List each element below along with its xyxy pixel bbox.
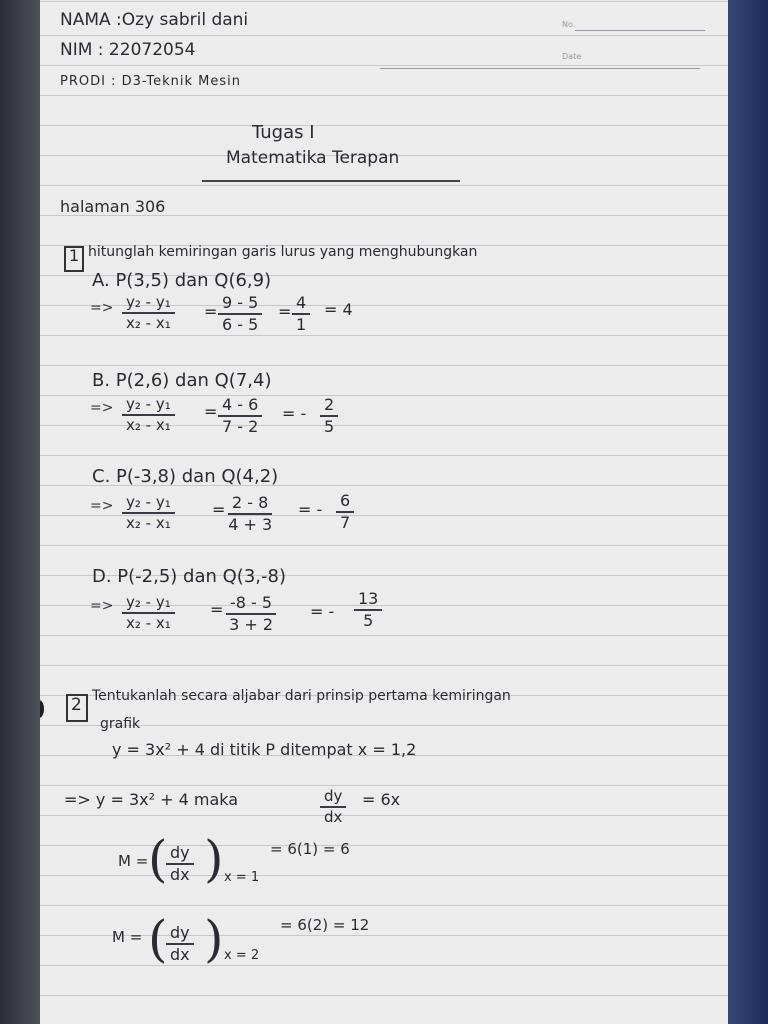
part-b-eq2: = - (282, 404, 307, 423)
q2-prompt-line3: y = 3x² + 4 di titik P ditempat x = 1,2 (112, 740, 417, 759)
part-a-arrow: => (90, 300, 114, 316)
m2-num: dy (166, 924, 194, 945)
part-a-fraction-3 (292, 294, 310, 333)
q2-prompt-line2: grafik (100, 716, 141, 732)
date-label: Date (562, 52, 582, 61)
part-d-eq1: = (210, 600, 224, 619)
student-nim: NIM : 22072054 (60, 40, 196, 60)
q2-step1-fraction (320, 788, 346, 825)
part-a-f2-num: 9 - 5 (218, 294, 262, 315)
part-d-fraction-3 (354, 590, 382, 629)
no-label: No. (562, 20, 576, 29)
part-b-f2-den: 7 - 2 (222, 416, 259, 436)
part-b-fraction-2 (218, 396, 262, 435)
part-a-f1-den: x₂ - x₁ (126, 313, 171, 332)
m2-right-paren: ) (204, 910, 224, 968)
part-c-eq2: = - (298, 500, 323, 519)
part-d-fraction-2 (226, 594, 276, 633)
part-b-f1-num: y₂ - y₁ (122, 396, 175, 416)
m1-den: dx (170, 864, 190, 884)
notebook-page (40, 0, 728, 1024)
m1-fraction (166, 844, 194, 883)
title-line2: Matematika Terapan (226, 148, 400, 168)
q2-step1-result: = 6x (362, 790, 401, 809)
part-c-f1-den: x₂ - x₁ (126, 513, 171, 532)
q2-step1-num: dy (320, 788, 346, 808)
q2-step1-den: dx (324, 807, 343, 826)
q2-number: 2 (71, 695, 82, 715)
part-b-arrow: => (90, 400, 114, 416)
m2-left-paren: ( (148, 910, 168, 968)
part-d-f2-num: -8 - 5 (226, 594, 276, 615)
student-name: NAMA :Ozy sabril dani (60, 10, 249, 30)
part-d-f3-num: 13 (354, 590, 382, 611)
part-a-f2-den: 6 - 5 (222, 314, 259, 334)
part-c-f3-den: 7 (340, 512, 351, 532)
part-a-eq2: = (278, 302, 292, 321)
part-b-f1-den: x₂ - x₁ (126, 415, 171, 434)
part-d-label: D. P(-2,5) dan Q(3,-8) (92, 566, 286, 587)
q2-prompt-line1: Tentukanlah secara aljabar dari prinsip pertama kemiringan (92, 688, 511, 704)
m1-num: dy (166, 844, 194, 865)
part-c-f2-num: 2 - 8 (228, 494, 272, 515)
part-a-fraction-2 (218, 294, 262, 333)
no-line (575, 30, 705, 31)
m1-left-paren: ( (148, 830, 168, 888)
page-reference: halaman 306 (60, 197, 166, 216)
part-d-arrow: => (90, 598, 114, 614)
part-c-fraction-3 (336, 492, 354, 531)
q1-number: 1 (69, 246, 80, 265)
part-a-result: = 4 (324, 300, 353, 319)
m2-result: = 6(2) = 12 (280, 916, 370, 934)
part-a-label: A. P(3,5) dan Q(6,9) (92, 270, 272, 291)
part-d-eq2: = - (310, 602, 335, 621)
part-b-label: B. P(2,6) dan Q(7,4) (92, 370, 272, 391)
part-b-f3-den: 5 (324, 416, 335, 436)
part-a-eq1: = (204, 302, 218, 321)
part-a-fraction-1 (122, 294, 175, 331)
q2-step1: => y = 3x² + 4 maka (64, 790, 239, 809)
part-d-f1-den: x₂ - x₁ (126, 613, 171, 632)
title-line1: Tugas I (252, 122, 315, 143)
part-c-label: C. P(-3,8) dan Q(4,2) (92, 466, 279, 487)
background-left (0, 0, 42, 1024)
part-b-fraction-3 (320, 396, 338, 435)
m2-fraction (166, 924, 194, 963)
part-a-f3-num: 4 (292, 294, 310, 315)
student-prodi: PRODI : D3-Teknik Mesin (60, 74, 241, 89)
title-underline (202, 180, 460, 182)
part-d-fraction-1 (122, 594, 175, 631)
m2-label: M = (112, 928, 143, 946)
part-d-f1-num: y₂ - y₁ (122, 594, 175, 614)
part-c-fraction-1 (122, 494, 175, 531)
part-b-f2-num: 4 - 6 (218, 396, 262, 417)
part-a-f1-num: y₂ - y₁ (122, 294, 175, 314)
part-c-eq1: = (212, 500, 226, 519)
part-c-arrow: => (90, 498, 114, 514)
part-c-f2-den: 4 + 3 (228, 514, 273, 534)
m2-den: dx (170, 944, 190, 964)
part-d-f2-den: 3 + 2 (229, 614, 273, 634)
m1-right-paren: ) (204, 830, 224, 888)
q1-prompt: hitunglah kemiringan garis lurus yang menghubungkan (88, 244, 478, 260)
m1-result: = 6(1) = 6 (270, 840, 350, 858)
part-b-fraction-1 (122, 396, 175, 433)
part-a-f3-den: 1 (296, 314, 307, 334)
date-line (380, 68, 700, 69)
part-c-f1-num: y₂ - y₁ (122, 494, 175, 514)
part-d-f3-den: 5 (363, 610, 374, 630)
part-b-f3-num: 2 (320, 396, 338, 417)
m1-subscript: x = 1 (224, 870, 260, 885)
part-c-fraction-2 (228, 494, 272, 533)
m1-label: M = (118, 852, 149, 870)
part-c-f3-num: 6 (336, 492, 354, 513)
background-right (724, 0, 768, 1024)
part-b-eq1: = (204, 402, 218, 421)
binding-hole (40, 700, 44, 718)
m2-subscript: x = 2 (224, 948, 260, 963)
